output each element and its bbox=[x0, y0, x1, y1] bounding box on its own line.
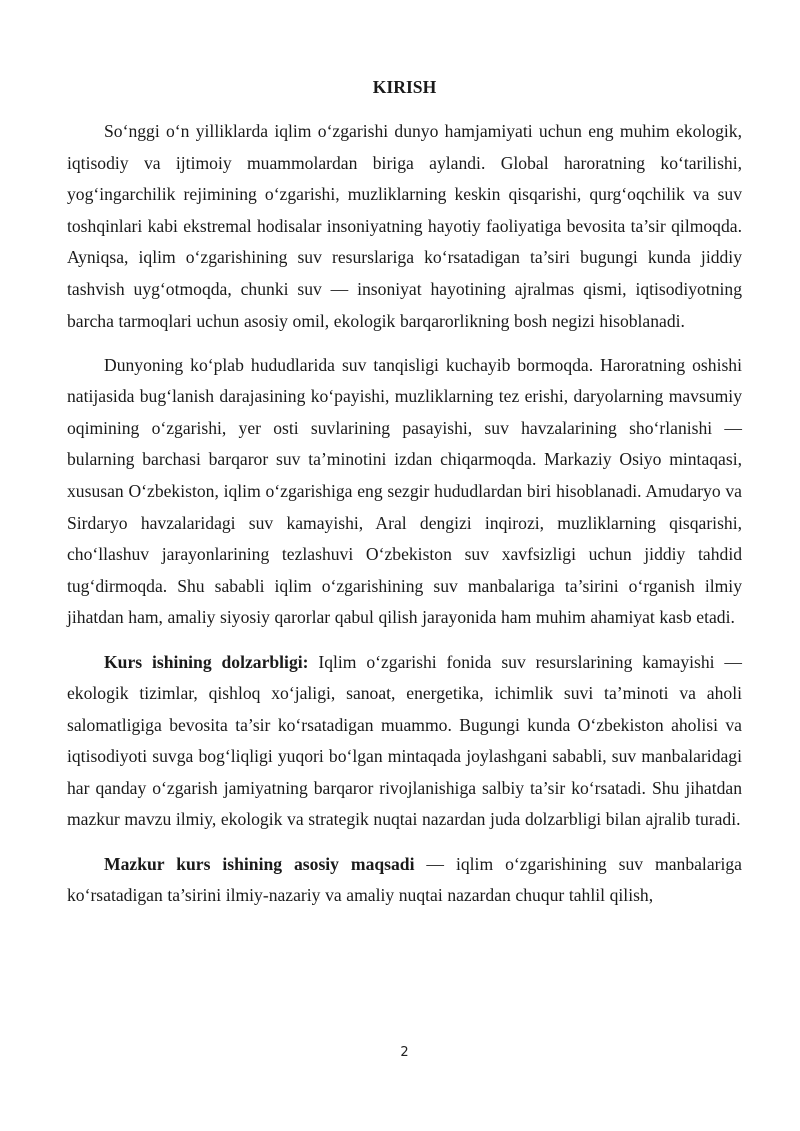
document-page bbox=[67, 0, 742, 1131]
page-number: 2 bbox=[400, 1045, 409, 1060]
body-text bbox=[67, 116, 742, 924]
section-heading: KIRISH bbox=[372, 77, 437, 97]
paragraph-text: So‘nggi o‘n yilliklarda iqlim o‘zgarishi dunyo hamjamiyati uchun eng muhim ekologik, iqtisodiy va ijtimoiy muammolardan biriga aylandi. Global haroratning ko‘tarilishi, yog‘ingarchilik rejimining o‘zgarishi, muzliklarning keskin qisqarishi, qurg‘oqchilik va suv toshqinlari kabi ekstremal hodisalar insoniyatning hayotiy faoliyatiga bevosita ta’sir qilmoqda. Ayniqsa, iqlim o‘zgarishining suv resurslariga ko‘rsatadigan ta’siri bugungi kunda jiddiy tashvish uyg‘otmoqda, chunki suv — insoniyat hayotining ajralmas qismi, iqtisodiyotning barcha tarmoqlari uchun asosiy omil, ekologik barqarorlikning bosh negizi hisoblanadi. bbox=[67, 121, 742, 331]
paragraph-lead: Mazkur kurs ishining asosiy maqsadi bbox=[104, 853, 415, 874]
paragraph-intro bbox=[67, 116, 742, 337]
paragraph-text: — iqlim o‘zgarishining suv manbalariga ko‘rsatadigan ta’sirini ilmiy-nazariy va amaliy nuqtai nazardan chuqur tahlil qilish, bbox=[67, 853, 742, 906]
paragraph-text: Iqlim o‘zgarishi fonida suv resurslarining kamayishi — ekologik tizimlar, qishloq xo‘jaligi, sanoat, energetika, ichimlik suvi ta’minoti va aholi salomatligiga bevosita ta’sir ko‘rsatadigan muammo. Bugungi kunda O‘zbekiston aholisi va iqtisodiyoti suvga bog‘liqligi yuqori bo‘lgan mintaqada joylashgani sababli, suv manbalaridagi har qanday o‘zgarish jamiyatning barqaror rivojlanishiga salbiy ta’sir ko‘rsatadi. Shu jihatdan mazkur mavzu ilmiy, ekologik va strategik nuqtai nazardan juda dolzarbligi bilan ajralib turadi. bbox=[67, 651, 742, 830]
paragraph-relevance bbox=[67, 647, 742, 837]
paragraph-goal bbox=[67, 849, 742, 912]
paragraph-lead: Kurs ishining dolzarbligi: bbox=[104, 651, 309, 672]
paragraph-context bbox=[67, 350, 742, 634]
paragraph-text: Dunyoning ko‘plab hududlarida suv tanqisligi kuchayib bormoqda. Haroratning oshishi natijasida bug‘lanish darajasining ko‘payishi, muzliklarning tez erishi, daryolarning mavsumiy oqimining o‘zgarishi, yer osti suvlarining pasayishi, suv havzalarining sho‘rlanishi — bularning barchasi barqaror suv ta’minotini izdan chiqarmoqda. Markaziy Osiyo mintaqasi, xususan O‘zbekiston, iqlim o‘zgarishiga eng sezgir hududlardan biri hisoblanadi. Amudaryo va Sirdaryo havzalaridagi suv kamayishi, Aral dengizi inqirozi, muzliklarning qisqarishi, cho‘llashuv jarayonlarining tezlashuvi O‘zbekiston suv xavfsizligi uchun jiddiy tahdid tug‘dirmoqda. Shu sababli iqlim o‘zgarishining suv manbalariga ta’sirini o‘rganish ilmiy jihatdan ham, amaliy siyosiy qarorlar qabul qilish jarayonida ham muhim ahamiyat kasb etadi. bbox=[67, 354, 742, 628]
